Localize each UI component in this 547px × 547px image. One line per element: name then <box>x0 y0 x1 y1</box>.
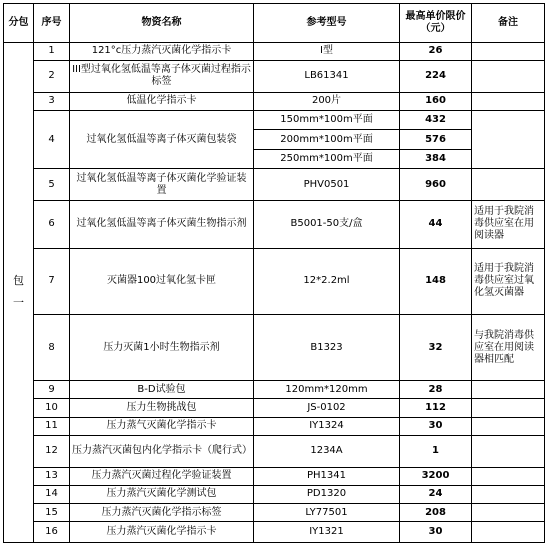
header-note: 备注 <box>472 4 545 43</box>
name-cell: B-D试验包 <box>70 381 254 399</box>
model-cell: LY77501 <box>254 504 400 522</box>
note-cell <box>472 381 545 399</box>
name-cell: 低温化学指示卡 <box>70 92 254 110</box>
name-cell: 过氧化氢低温等离子体灭菌化学验证装置 <box>70 169 254 201</box>
seq-cell: 3 <box>34 92 70 110</box>
table-row <box>4 60 545 92</box>
model-cell: 200片 <box>254 92 400 110</box>
name-cell: 压力蒸汽灭菌化学测试包 <box>70 485 254 503</box>
model-cell: 120mm*120mm <box>254 381 400 399</box>
table-row <box>4 467 545 485</box>
price-cell: 44 <box>400 201 472 249</box>
price-cell: 112 <box>400 399 472 417</box>
note-cell <box>472 60 545 92</box>
model-cell: 200mm*100m平面 <box>254 130 400 149</box>
price-cell: 28 <box>400 381 472 399</box>
name-cell: 过氧化氢低温等离子体灭菌生物指示剂 <box>70 201 254 249</box>
seq-cell: 13 <box>34 467 70 485</box>
note-cell <box>472 399 545 417</box>
model-cell: PD1320 <box>254 485 400 503</box>
procurement-table <box>3 3 545 543</box>
seq-cell: 4 <box>34 111 70 169</box>
note-cell: 适用于我院消毒供应室在用阅读器 <box>472 201 545 249</box>
price-cell: 24 <box>400 485 472 503</box>
note-cell <box>472 435 545 467</box>
name-cell: 过氧化氢低温等离子体灭菌包装袋 <box>70 111 254 169</box>
model-cell: B1323 <box>254 315 400 381</box>
model-cell: IY1321 <box>254 522 400 543</box>
note-cell: 适用于我院消毒供应室过氧化氢灭菌器 <box>472 248 545 314</box>
table-row <box>4 504 545 522</box>
model-cell: PH1341 <box>254 467 400 485</box>
name-cell: 121°c压力蒸汽灭菌化学指示卡 <box>70 42 254 60</box>
table-row <box>4 381 545 399</box>
name-cell: 压力灭菌1小时生物指示剂 <box>70 315 254 381</box>
table-row <box>4 399 545 417</box>
seq-cell: 16 <box>34 522 70 543</box>
name-cell: 灭菌器100过氧化氢卡匣 <box>70 248 254 314</box>
seq-cell: 11 <box>34 417 70 435</box>
seq-cell: 10 <box>34 399 70 417</box>
note-cell <box>472 485 545 503</box>
model-cell: B5001-50支/盒 <box>254 201 400 249</box>
table-row <box>4 522 545 543</box>
price-cell: 384 <box>400 149 472 168</box>
header-package: 分包 <box>4 4 34 43</box>
name-cell: 压力生物挑战包 <box>70 399 254 417</box>
name-cell: 压力蒸汽灭菌过程化学验证装置 <box>70 467 254 485</box>
price-cell: 1 <box>400 435 472 467</box>
price-cell: 3200 <box>400 467 472 485</box>
note-cell <box>472 92 545 110</box>
seq-cell: 5 <box>34 169 70 201</box>
table-row <box>4 111 545 130</box>
price-cell: 148 <box>400 248 472 314</box>
name-cell: 压力蒸汽灭菌化学指示卡 <box>70 522 254 543</box>
seq-cell: 15 <box>34 504 70 522</box>
note-cell <box>472 504 545 522</box>
seq-cell: 6 <box>34 201 70 249</box>
table-row <box>4 42 545 60</box>
price-cell: 208 <box>400 504 472 522</box>
seq-cell: 7 <box>34 248 70 314</box>
price-cell: 576 <box>400 130 472 149</box>
header-seq: 序号 <box>34 4 70 43</box>
note-cell <box>472 417 545 435</box>
header-name: 物资名称 <box>70 4 254 43</box>
seq-cell: 1 <box>34 42 70 60</box>
price-cell: 26 <box>400 42 472 60</box>
note-cell <box>472 467 545 485</box>
seq-cell: 8 <box>34 315 70 381</box>
name-cell: 压力蒸气灭菌化学指示卡 <box>70 417 254 435</box>
model-cell: LB61341 <box>254 60 400 92</box>
note-cell <box>472 42 545 60</box>
header-model: 参考型号 <box>254 4 400 43</box>
model-cell: 250mm*100m平面 <box>254 149 400 168</box>
name-cell: 压力蒸汽灭菌包内化学指示卡（爬行式） <box>70 435 254 467</box>
model-cell: I型 <box>254 42 400 60</box>
table-row <box>4 435 545 467</box>
seq-cell: 2 <box>34 60 70 92</box>
model-cell: 12*2.2ml <box>254 248 400 314</box>
name-cell: III型过氧化氢低温等离子体灭菌过程指示标签 <box>70 60 254 92</box>
table-row <box>4 248 545 314</box>
table-row <box>4 201 545 249</box>
price-cell: 960 <box>400 169 472 201</box>
note-cell: 与我院消毒供应室在用阅读器相匹配 <box>472 315 545 381</box>
model-cell: JS-0102 <box>254 399 400 417</box>
name-cell: 压力蒸汽灭菌化学指示标签 <box>70 504 254 522</box>
price-cell: 160 <box>400 92 472 110</box>
price-cell: 30 <box>400 522 472 543</box>
model-cell: IY1324 <box>254 417 400 435</box>
header-row <box>4 4 545 43</box>
model-cell: 150mm*100m平面 <box>254 111 400 130</box>
seq-cell: 14 <box>34 485 70 503</box>
package-cell <box>4 42 34 542</box>
price-cell: 30 <box>400 417 472 435</box>
header-price: 最高单价限价（元） <box>400 4 472 43</box>
price-cell: 224 <box>400 60 472 92</box>
price-cell: 32 <box>400 315 472 381</box>
model-cell: PHV0501 <box>254 169 400 201</box>
note-cell <box>472 522 545 543</box>
seq-cell: 9 <box>34 381 70 399</box>
seq-cell: 12 <box>34 435 70 467</box>
table-row <box>4 417 545 435</box>
note-cell <box>472 169 545 201</box>
table-row <box>4 485 545 503</box>
note-cell <box>472 111 545 169</box>
table-row <box>4 315 545 381</box>
price-cell: 432 <box>400 111 472 130</box>
model-cell: 1234A <box>254 435 400 467</box>
table-row <box>4 92 545 110</box>
table-row <box>4 169 545 201</box>
package-label: 包一 <box>13 274 24 310</box>
